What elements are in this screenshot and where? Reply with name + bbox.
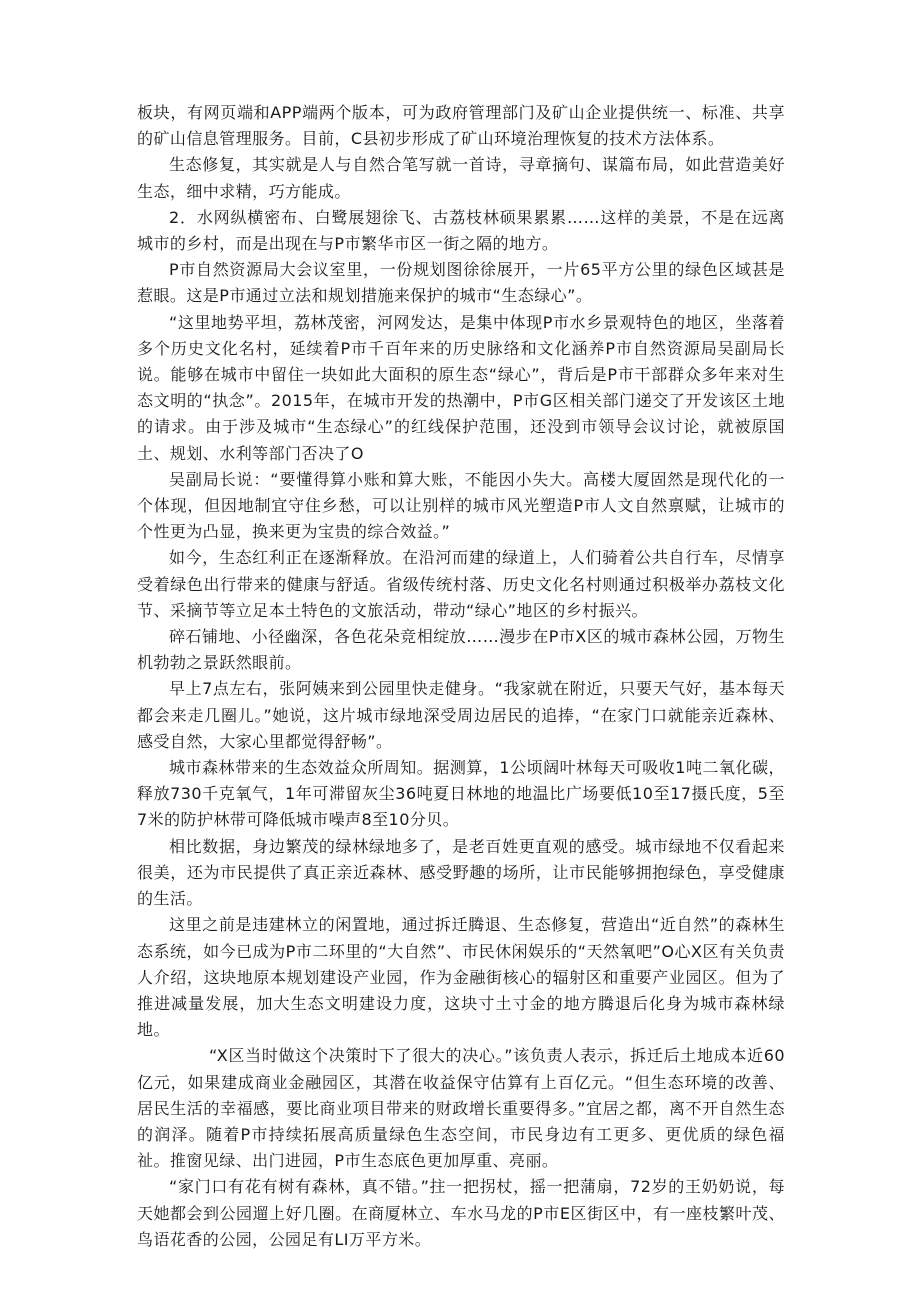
- paragraph-7: 如今，生态红利正在逐渐释放。在沿河而建的绿道上，人们骑着公共自行车，尽情享受着绿色出行带来的健康与舒适。省级传统村落、历史文化名村则通过积极举办荔枝文化节、采摘节等立足本土特色的文旅活动，带动“绿心”地区的乡村振兴。: [137, 548, 785, 620]
- paragraph-8: 碎石铺地、小径幽深，各色花朵竞相绽放……漫步在P市X区的城市森林公园，万物生机勃勃之景跃然眼前。: [137, 627, 785, 673]
- paragraph-6: 吴副局长说：“要懂得算小账和算大账，不能因小失大。高楼大厦固然是现代化的一个体现，但因地制宜守住乡愁，可以让别样的城市风光塑造P市人文自然禀赋，让城市的个性更为凸显，换来更为宝贵的综合效益。”: [137, 469, 785, 542]
- paragraph-13: “X区当时做这个决策时下了很大的决心。”该负责人表示，拆迁后土地成本近60亿元，如果建成商业金融园区，其潜在收益保守估算有上百亿元。“但生态环境的改善、居民生活的幸福感，要比商业项目带来的财政增长重要得多。”宜居之都，离不开自然生态的润泽。随着P市持续拓展高质量绿色生态空间，市民身边有工更多、更优质的绿色福祉。推窗见绿、出门进园，P市生态底色更加厚重、亮丽。: [137, 1046, 785, 1171]
- paragraph-10: 城市森林带来的生态效益众所周知。据测算，1公顷阔叶林每天可吸收1吨二氧化碳，释放730千克氧气，1年可滞留灰尘36吨夏日林地的地温比广场要低10至17摄氏度，5至7米的防护林带可降低城市噪声8至10分贝。: [137, 758, 785, 830]
- paragraph-2: 生态修复，其实就是人与自然合笔写就一首诗，寻章摘句、谋篇布局，如此营造美好生态，细中求精，巧方能成。: [137, 155, 785, 201]
- paragraph-3: 2．水网纵横密布、白鹭展翅徐飞、古荔枝林硕果累累……这样的美景，不是在远离城市的乡村，而是出现在与P市繁华市区一街之隔的地方。: [137, 207, 785, 254]
- paragraph-14: “家门口有花有树有森林，真不错。”拄一把拐杖，摇一把蒲扇，72岁的王奶奶说，每天她都会到公园遛上好几圈。在商厦林立、车水马龙的P市E区街区中，有一座枝繁叶茂、鸟语花香的公园，公园足有LI万平方米。: [137, 1177, 785, 1249]
- paragraph-4: P市自然资源局大会议室里，一份规划图徐徐展开，一片65平方公里的绿色区域甚是惹眼。这是P市通过立法和规划措施来保护的城市“生态绿心”。: [137, 260, 785, 306]
- article-body: [137, 100, 785, 1253]
- paragraph-11: 相比数据，身边繁茂的绿林绿地多了，是老百姓更直观的感受。城市绿地不仅看起来很美，还为市民提供了真正亲近森林、感受野趣的场所，让市民能够拥抱绿色，享受健康的生活。: [137, 836, 785, 909]
- paragraph-1: 板块，有网页端和APP端两个版本，可为政府管理部门及矿山企业提供统一、标准、共享的矿山信息管理服务。目前，C县初步形成了矿山环境治理恢复的技术方法体系。: [137, 103, 785, 149]
- paragraph-12: 这里之前是违建林立的闲置地，通过拆迁腾退、生态修复，营造出“近自然”的森林生态系统，如今已成为P市二环里的“大自然”、市民休闲娱乐的“天然氧吧”O心X区有关负责人介绍，这块地原本规划建设产业园，作为金融街核心的辐射区和重要产业园区。但为了推进减量发展，加大生态文明建设力度，这块寸土寸金的地方腾退后化身为城市森林绿地。: [137, 915, 785, 1040]
- paragraph-9: 早上7点左右，张阿姨来到公园里快走健身。“我家就在附近，只要天气好，基本每天都会来走几圈儿。”她说，这片城市绿地深受周边居民的追捧，“在家门口就能亲近森林、感受自然，大家心里都觉得舒畅”。: [137, 679, 785, 751]
- paragraph-5: “这里地势平坦，荔林茂密，河网发达，是集中体现P市水乡景观特色的地区，坐落着多个历史文化名村，延续着P市千百年来的历史脉络和文化涵养P市自然资源局吴副局长说。能够在城市中留住一块如此大面积的原生态“绿心”，背后是P市干部群众多年来对生态文明的“执念”。2015年，在城市开发的热潮中，P市G区相关部门递交了开发该区土地的请求。由于涉及城市“生态绿心”的红线保护范围，还没到市领导会议讨论，就被原国土、规划、水利等部门否决了O: [137, 312, 785, 463]
